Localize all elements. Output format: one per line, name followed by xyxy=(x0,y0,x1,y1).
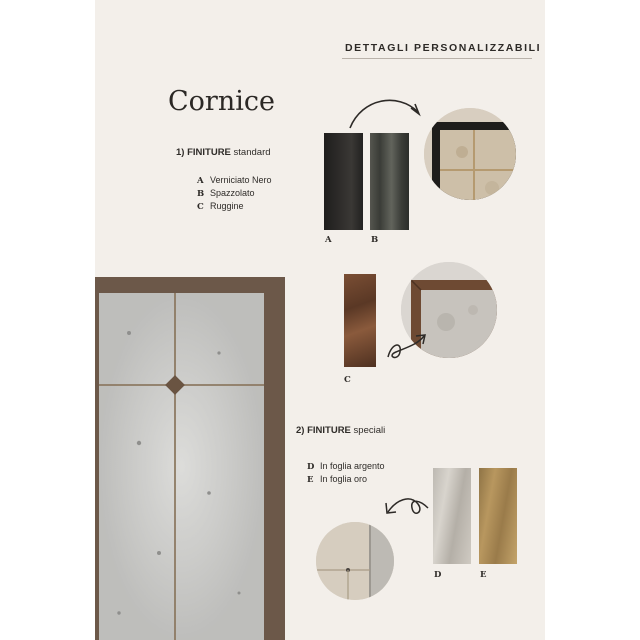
standard-rest: standard xyxy=(233,147,271,158)
option-d-letter: D xyxy=(307,462,315,472)
page-title: Cornice xyxy=(168,86,275,117)
swatch-label-c: C xyxy=(344,375,351,385)
special-number: 2) xyxy=(296,425,305,436)
special-bold: FINITURE xyxy=(307,425,351,436)
swatch-label-e: E xyxy=(480,570,487,580)
swatch-label-b: B xyxy=(371,235,379,245)
option-a-letter: A xyxy=(197,176,204,186)
swatch-label-a: A xyxy=(325,235,332,245)
option-c-letter: C xyxy=(197,202,204,212)
option-e-letter: E xyxy=(307,475,314,485)
section-header: DETTAGLI PERSONALIZZABILI xyxy=(345,42,542,54)
swatch-label-d: D xyxy=(434,570,442,580)
option-c-label: Ruggine xyxy=(210,201,244,211)
detail-circle-silver-leaf xyxy=(316,522,394,600)
special-rest: speciali xyxy=(353,425,386,436)
option-a-label: Verniciato Nero xyxy=(210,175,272,185)
standard-bold: FINITURE xyxy=(187,147,231,158)
standard-number: 1) xyxy=(176,147,185,158)
option-b-label: Spazzolato xyxy=(210,188,255,198)
option-e-label: In foglia oro xyxy=(320,474,368,484)
option-b-letter: B xyxy=(197,189,205,199)
option-d-label: In foglia argento xyxy=(320,461,385,471)
